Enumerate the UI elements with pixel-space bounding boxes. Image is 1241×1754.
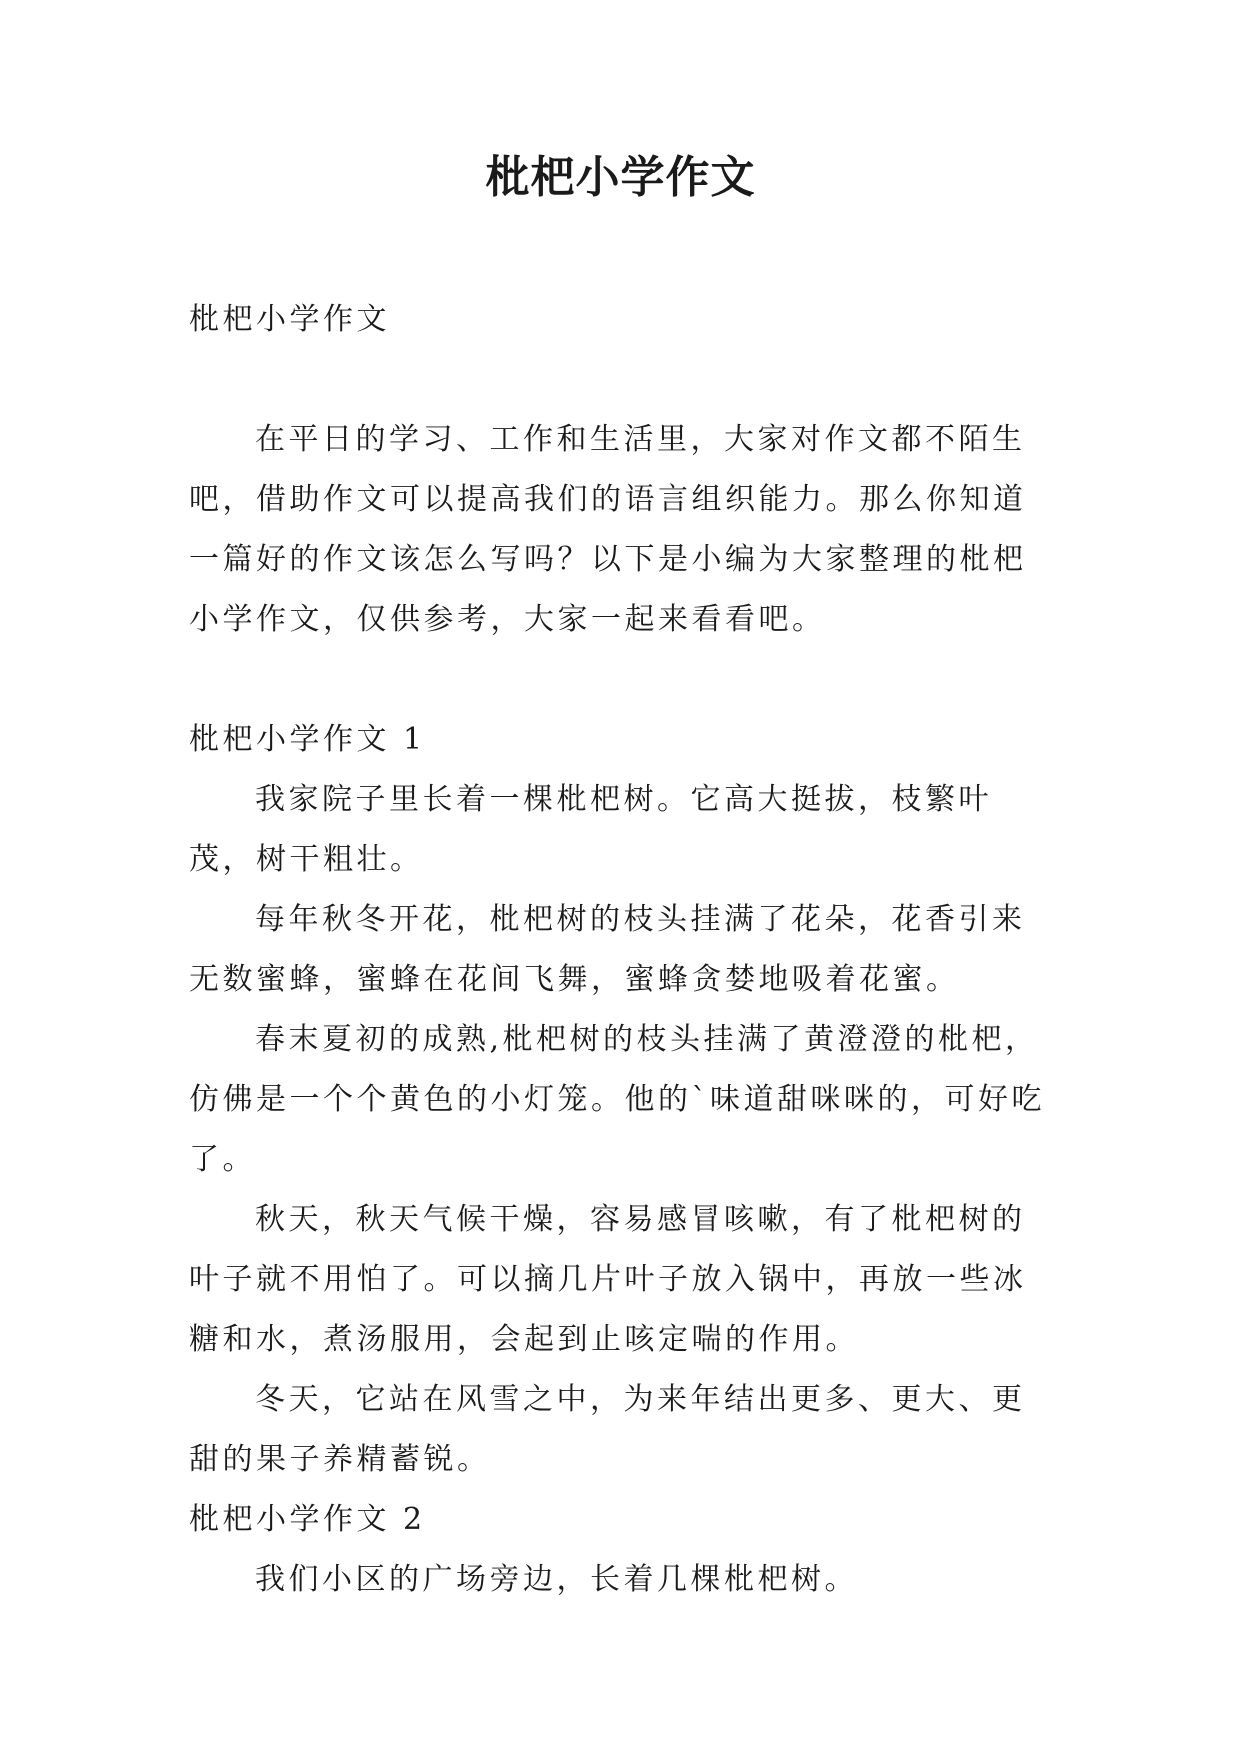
paragraph-winter: 冬天，它站在风雪之中，为来年结出更多、更大、更甜的果子养精蓄锐。 (189, 1382, 1026, 1477)
section-heading-2: 枇杷小学作文 2 (189, 1502, 426, 1537)
paragraph-neighborhood-trees: 我们小区的广场旁边，长着几棵枇杷树。 (255, 1562, 858, 1597)
paragraph-late-spring-fruit: 春末夏初的成熟,枇杷树的枝头挂满了黄澄澄的枇杷，仿佛是一个个黄色的小灯笼。他的`味道甜咪咪的，可好吃了。 (189, 1022, 1045, 1177)
intro-paragraph: 在平日的学习、工作和生活里，大家对作文都不陌生吧，借助作文可以提高我们的语言组织能力。那么你知道一篇好的作文该怎么写吗？以下是小编为大家整理的枇杷小学作文，仅供参考，大家一起来看看吧。 (189, 422, 1027, 637)
paragraph-tree-description: 我家院子里长着一棵枇杷树。它高大挺拔，枝繁叶茂，树干粗壮。 (189, 782, 992, 877)
paragraph-autumn-winter-flowers: 每年秋冬开花，枇杷树的枝头挂满了花朵，花香引来无数蜜蜂，蜜蜂在花间飞舞，蜜蜂贪婪地吸着花蜜。 (189, 902, 1026, 997)
document-title: 枇杷小学作文 (485, 152, 756, 203)
subtitle-heading: 枇杷小学作文 (189, 302, 390, 337)
paragraph-autumn-leaves: 秋天，秋天气候干燥，容易感冒咳嗽，有了枇杷树的叶子就不用怕了。可以摘几片叶子放入锅中，再放一些冰糖和水，煮汤服用，会起到止咳定喘的作用。 (189, 1202, 1027, 1357)
document-body (189, 290, 1049, 1610)
section-heading-1: 枇杷小学作文 1 (189, 722, 426, 757)
